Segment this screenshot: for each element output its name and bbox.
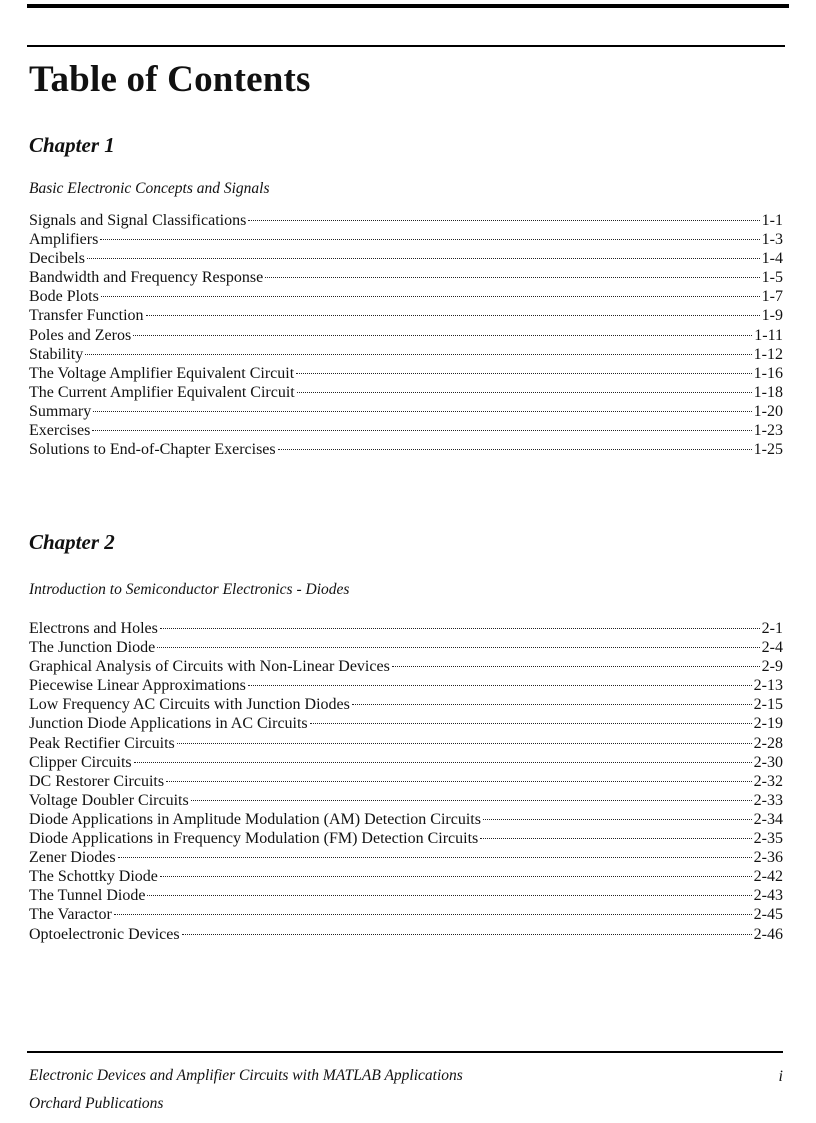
toc-entry-page: 1-20 bbox=[753, 402, 783, 420]
dot-leader bbox=[160, 876, 752, 877]
toc-entry-page: 2-46 bbox=[753, 925, 783, 943]
toc-entry[interactable] bbox=[29, 383, 783, 402]
toc-entry-title: Diode Applications in Frequency Modulation (FM) Detection Circuits bbox=[29, 830, 479, 848]
dot-leader bbox=[182, 934, 752, 935]
dot-leader bbox=[296, 373, 752, 374]
footer-book-title: Electronic Devices and Amplifier Circuits with MATLAB Applications bbox=[29, 1067, 463, 1084]
dot-leader bbox=[248, 220, 759, 221]
toc-entry-page: 1-23 bbox=[753, 422, 783, 440]
toc-entry-title: Bode Plots bbox=[29, 288, 99, 306]
toc-entry-page: 1-25 bbox=[753, 441, 783, 459]
toc-entry-title: Junction Diode Applications in AC Circuits bbox=[29, 715, 308, 733]
toc-entry-page: 1-11 bbox=[754, 326, 783, 344]
toc-entry-title: Diode Applications in Amplitude Modulation (AM) Detection Circuits bbox=[29, 810, 481, 828]
toc-entry-title: Voltage Doubler Circuits bbox=[29, 791, 189, 809]
toc-entry[interactable] bbox=[29, 791, 783, 810]
dot-leader bbox=[133, 335, 752, 336]
dot-leader bbox=[480, 838, 751, 839]
dot-leader bbox=[118, 857, 752, 858]
toc-entry-title: Electrons and Holes bbox=[29, 620, 158, 637]
dot-leader bbox=[146, 315, 760, 316]
toc-entry-title: The Junction Diode bbox=[29, 639, 156, 657]
dot-leader bbox=[87, 258, 760, 259]
toc-entry-page: 2-33 bbox=[753, 791, 783, 809]
toc-entry-page: 2-42 bbox=[753, 868, 783, 886]
toc-entry-page: 2-15 bbox=[753, 696, 783, 714]
toc-entry-title: Clipper Circuits bbox=[29, 753, 132, 771]
toc-entry[interactable] bbox=[29, 364, 783, 383]
toc-entry-page: 1-5 bbox=[761, 269, 783, 287]
toc-entry[interactable] bbox=[29, 886, 783, 905]
toc-entry-title: The Voltage Amplifier Equivalent Circuit bbox=[29, 364, 295, 382]
toc-entry-title: Summary bbox=[29, 402, 92, 420]
dot-leader bbox=[147, 895, 751, 896]
toc-entry[interactable] bbox=[29, 230, 783, 249]
toc-entry-page: 2-13 bbox=[753, 677, 783, 695]
toc-entry-page: 2-35 bbox=[753, 830, 783, 848]
dot-leader bbox=[392, 666, 760, 667]
toc-entry-title: The Schottky Diode bbox=[29, 868, 158, 886]
toc-entry-page: 2-28 bbox=[753, 734, 783, 752]
toc-entry-page: 2-19 bbox=[753, 715, 783, 733]
dot-leader bbox=[134, 762, 752, 763]
toc-entry-page: 1-16 bbox=[753, 364, 783, 382]
toc-entry[interactable] bbox=[29, 402, 783, 421]
toc-entry[interactable] bbox=[29, 867, 783, 886]
toc-entry-page: 2-43 bbox=[753, 887, 783, 905]
toc-entry-title: Amplifiers bbox=[29, 231, 99, 249]
toc-entry-page: 2-36 bbox=[753, 849, 783, 867]
toc-entry[interactable] bbox=[29, 657, 783, 676]
toc-entry-page: 1-3 bbox=[761, 231, 783, 249]
toc-entry[interactable] bbox=[29, 306, 783, 325]
toc-entry-page: 2-4 bbox=[761, 639, 783, 657]
dot-leader bbox=[352, 704, 752, 705]
dot-leader bbox=[166, 781, 752, 782]
dot-leader bbox=[297, 392, 752, 393]
toc-entry-title: Optoelectronic Devices bbox=[29, 925, 180, 943]
toc-entry-title: The Current Amplifier Equivalent Circuit bbox=[29, 383, 295, 401]
toc-entry[interactable] bbox=[29, 249, 783, 268]
dot-leader bbox=[101, 296, 760, 297]
toc-entry-page: 2-30 bbox=[753, 753, 783, 771]
toc-entry-page: 2-45 bbox=[753, 906, 783, 924]
toc-entry[interactable] bbox=[29, 676, 783, 695]
toc-entry-title: Piecewise Linear Approximations bbox=[29, 677, 246, 695]
toc-entry-title: Decibels bbox=[29, 250, 85, 268]
toc-entry[interactable] bbox=[29, 421, 783, 440]
toc-entry-page: 1-1 bbox=[761, 212, 783, 229]
dot-leader bbox=[85, 354, 751, 355]
toc-entry[interactable] bbox=[29, 810, 783, 829]
toc-entry-title: The Varactor bbox=[29, 906, 112, 924]
toc-entry-title: The Tunnel Diode bbox=[29, 887, 146, 905]
toc-entry[interactable] bbox=[29, 829, 783, 848]
toc-entry-page: 2-1 bbox=[761, 620, 783, 637]
toc-entry-title: Transfer Function bbox=[29, 307, 144, 325]
chapter-2-subtitle: Introduction to Semiconductor Electronics - Diodes bbox=[29, 581, 350, 598]
toc-entry-title: Solutions to End-of-Chapter Exercises bbox=[29, 441, 276, 459]
dot-leader bbox=[310, 723, 752, 724]
toc-entry[interactable] bbox=[29, 753, 783, 772]
toc-entry-title: DC Restorer Circuits bbox=[29, 772, 165, 790]
chapter-2-heading: Chapter 2 bbox=[29, 530, 115, 554]
toc-entry-title: Zener Diodes bbox=[29, 849, 116, 867]
toc-entry[interactable] bbox=[29, 714, 783, 733]
dot-leader bbox=[483, 819, 752, 820]
toc-entry[interactable] bbox=[29, 734, 783, 753]
toc-entry[interactable] bbox=[29, 638, 783, 657]
dot-leader bbox=[114, 914, 752, 915]
toc-entry-page: 1-7 bbox=[761, 288, 783, 306]
toc-entry-title: Stability bbox=[29, 345, 84, 363]
toc-entry-page: 2-9 bbox=[761, 658, 783, 676]
toc-entry-title: Poles and Zeros bbox=[29, 326, 132, 344]
toc-entry-title: Graphical Analysis of Circuits with Non-Linear Devices bbox=[29, 658, 390, 676]
toc-entry-title: Low Frequency AC Circuits with Junction Diodes bbox=[29, 696, 350, 714]
toc-entry-page: 1-12 bbox=[753, 345, 783, 363]
toc-entry[interactable] bbox=[29, 905, 783, 924]
toc-entry-page: 1-18 bbox=[753, 383, 783, 401]
toc-entry-title: Exercises bbox=[29, 422, 91, 440]
toc-entry[interactable] bbox=[29, 925, 783, 944]
footer-rule bbox=[27, 1051, 783, 1053]
dot-leader bbox=[265, 277, 759, 278]
toc-entry[interactable] bbox=[29, 326, 783, 345]
chapter-1-heading: Chapter 1 bbox=[29, 133, 115, 157]
footer-publisher: Orchard Publications bbox=[29, 1095, 164, 1112]
dot-leader bbox=[177, 743, 752, 744]
dot-leader bbox=[157, 647, 759, 648]
dot-leader bbox=[100, 239, 759, 240]
chapter-2-toc bbox=[29, 619, 783, 944]
toc-entry[interactable] bbox=[29, 695, 783, 714]
toc-entry[interactable] bbox=[29, 848, 783, 867]
toc-entry-title: Bandwidth and Frequency Response bbox=[29, 269, 264, 287]
top-rule-thick bbox=[27, 4, 789, 8]
toc-entry[interactable] bbox=[29, 345, 783, 364]
dot-leader bbox=[160, 628, 760, 629]
page-title: Table of Contents bbox=[29, 59, 311, 100]
dot-leader bbox=[191, 800, 752, 801]
toc-entry[interactable] bbox=[29, 619, 783, 638]
dot-leader bbox=[278, 449, 752, 450]
chapter-1-subtitle: Basic Electronic Concepts and Signals bbox=[29, 180, 270, 197]
toc-entry-page: 1-4 bbox=[761, 250, 783, 268]
chapter-1-toc bbox=[29, 211, 783, 459]
toc-entry[interactable] bbox=[29, 287, 783, 306]
toc-entry-page: 2-32 bbox=[753, 772, 783, 790]
toc-entry[interactable] bbox=[29, 268, 783, 287]
toc-entry-title: Peak Rectifier Circuits bbox=[29, 734, 175, 752]
toc-entry[interactable] bbox=[29, 440, 783, 459]
top-rule bbox=[27, 45, 785, 47]
toc-entry-title: Signals and Signal Classifications bbox=[29, 212, 247, 229]
toc-entry[interactable] bbox=[29, 772, 783, 791]
dot-leader bbox=[248, 685, 752, 686]
toc-entry[interactable] bbox=[29, 211, 783, 230]
dot-leader bbox=[93, 411, 751, 412]
toc-entry-page: 1-9 bbox=[761, 307, 783, 325]
toc-entry-page: 2-34 bbox=[753, 810, 783, 828]
footer-page-number: i bbox=[778, 1068, 783, 1085]
dot-leader bbox=[92, 430, 751, 431]
